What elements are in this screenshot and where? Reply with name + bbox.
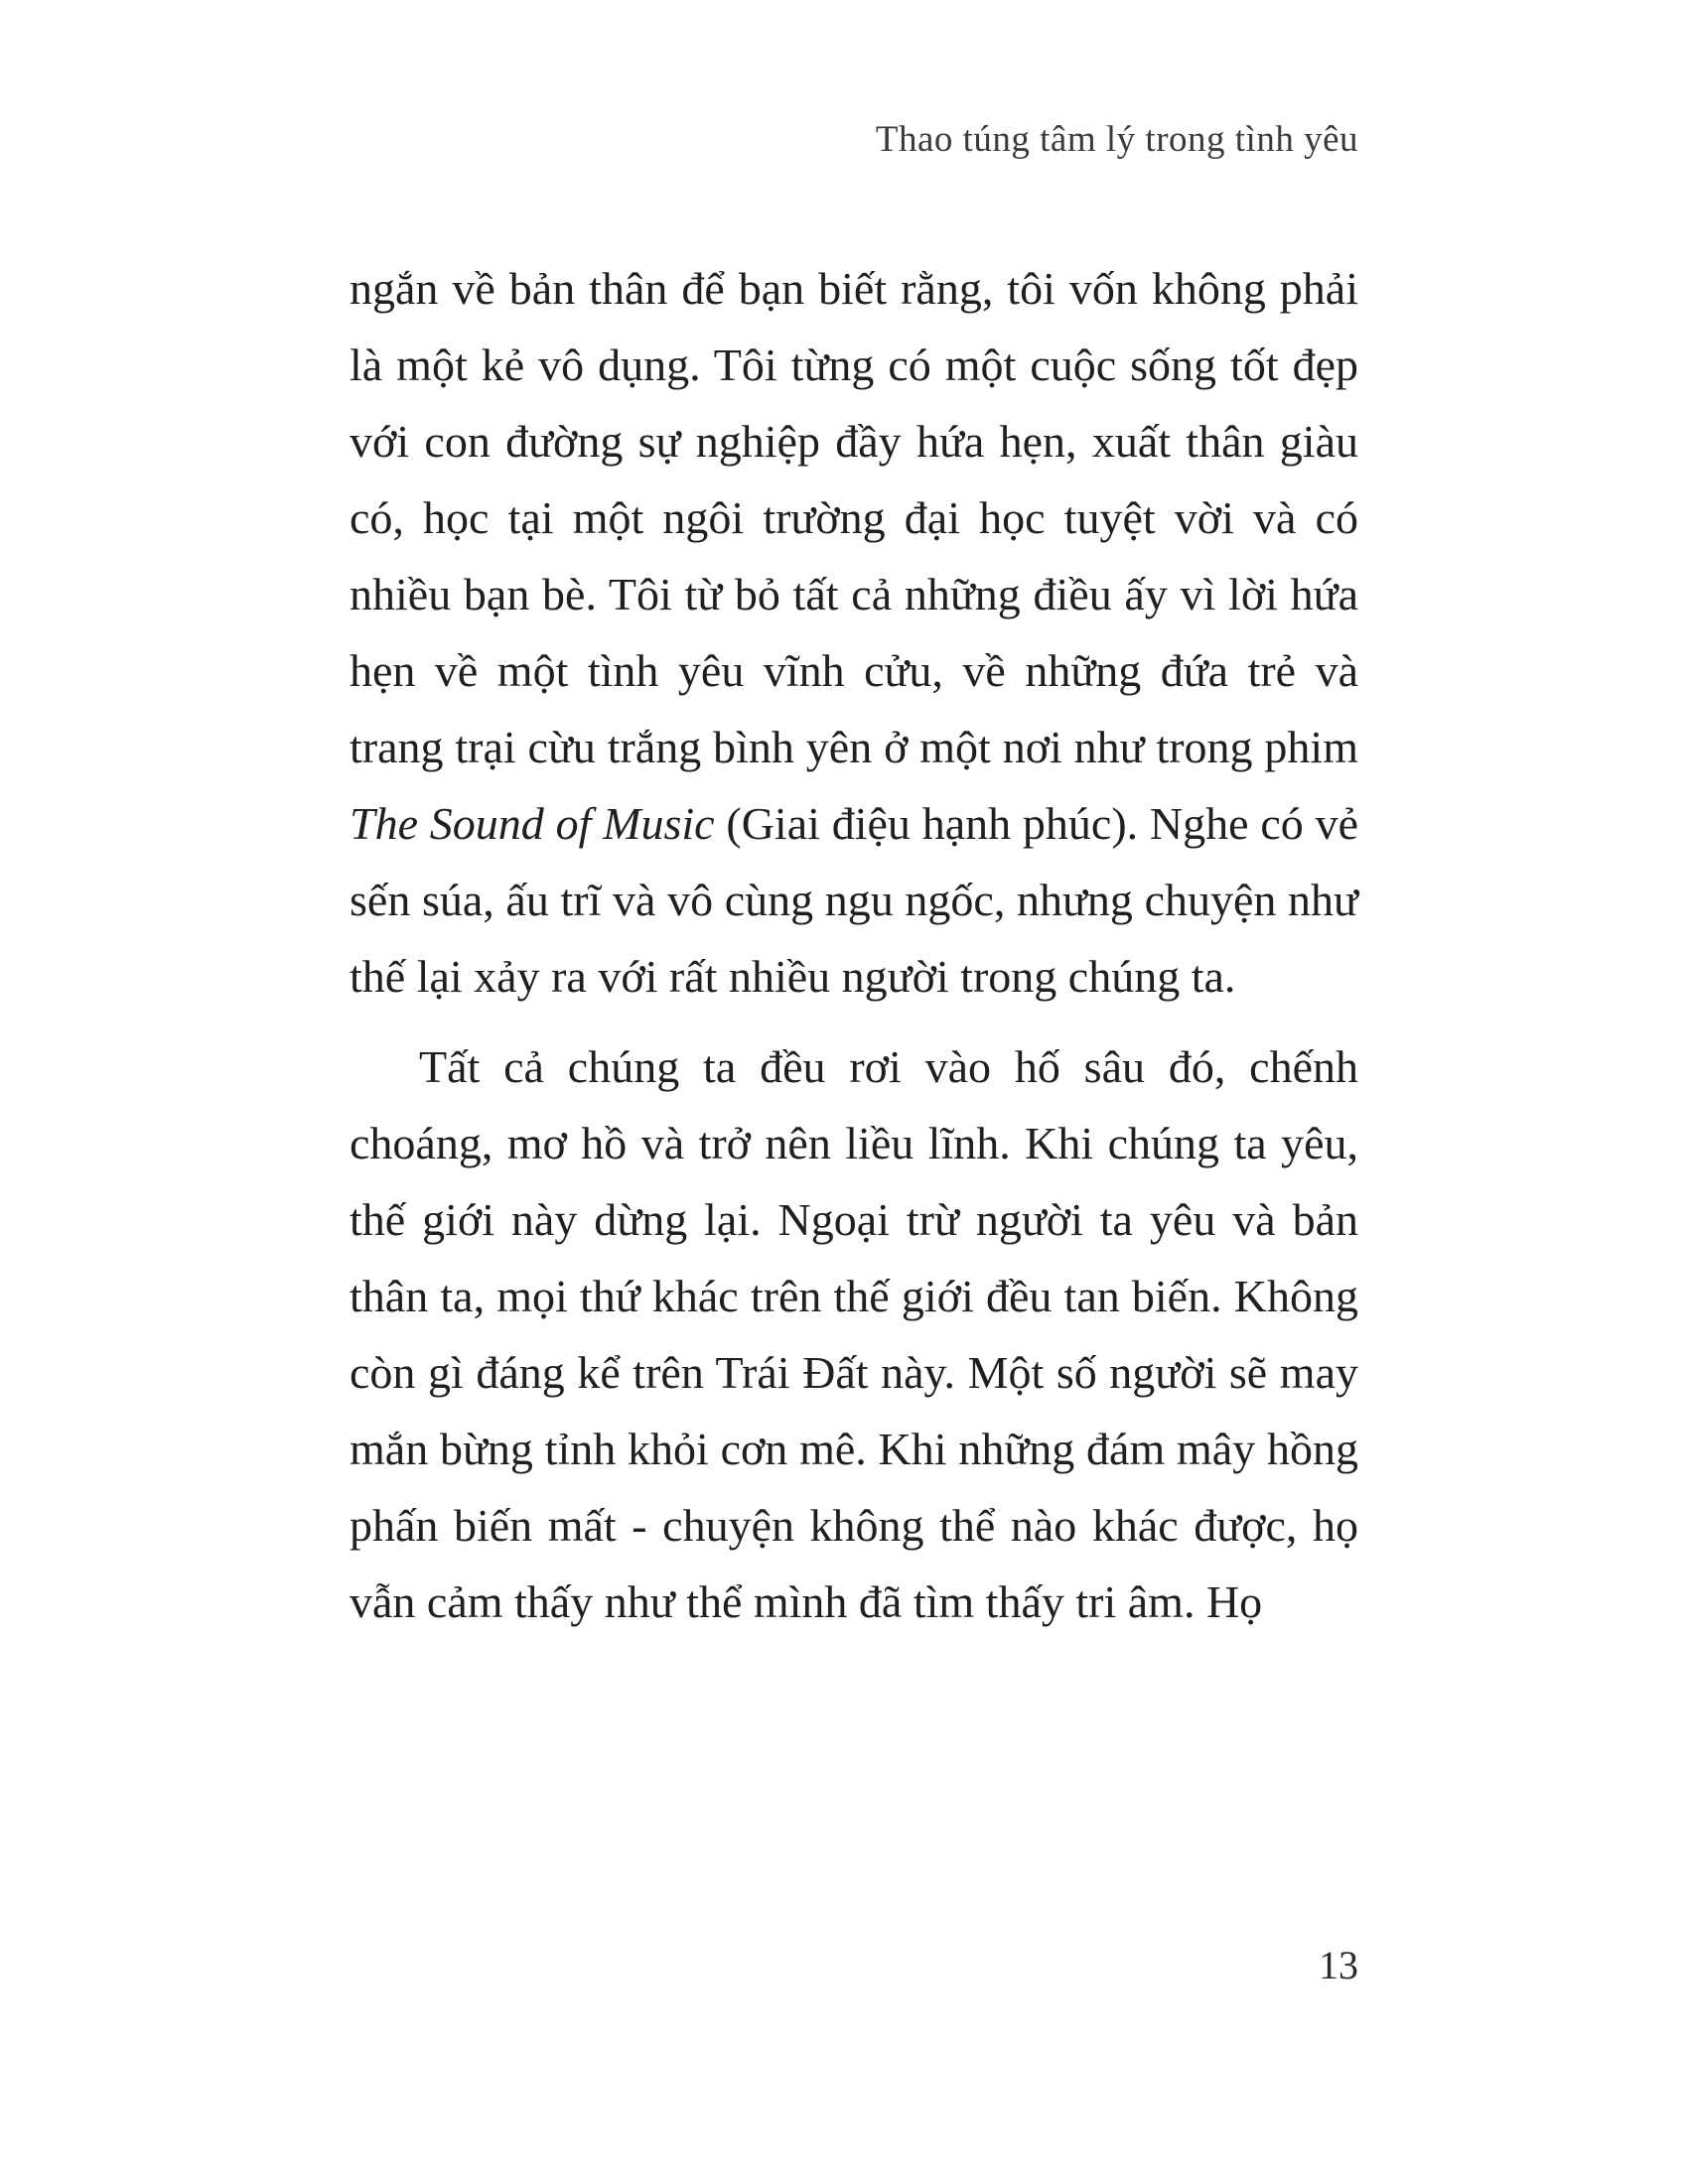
paragraph-text: ngắn về bản thân để bạn biết rằng, tôi vốn không phải là một kẻ vô dụng. Tôi từng có một cuộc sống tốt đẹp với con đường sự nghiệp đầy hứa hẹn, xuất thân giàu có, học tại một ngôi trường đại học tuyệt vời và có nhiều bạn bè. Tôi từ bỏ tất cả những điều ấy vì lời hứa hẹn về một tình yêu vĩnh cửu, về những đứa trẻ và trang trại cừu trắng bình yên ở một nơi như trong phim — [350, 263, 1358, 772]
body-text — [350, 250, 1358, 1640]
paragraph — [350, 250, 1358, 1015]
text-block — [350, 0, 1358, 1640]
book-title-italic: The Sound of Music — [350, 798, 715, 849]
page-number: 13 — [1319, 1943, 1358, 1987]
running-header: Thao túng tâm lý trong tình yêu — [875, 119, 1358, 160]
paragraph: Tất cả chúng ta đều rơi vào hố sâu đó, chếnh choáng, mơ hồ và trở nên liều lĩnh. Khi chúng ta yêu, thế giới này dừng lại. Ngoại trừ người ta yêu và bản thân ta, mọi thứ khác trên thế giới đều tan biến. Không còn gì đáng kể trên Trái Đất này. Một số người sẽ may mắn bừng tỉnh khỏi cơn mê. Khi những đám mây hồng phấn biến mất - chuyện không thể nào khác được, họ vẫn cảm thấy như thể mình đã tìm thấy tri âm. Họ — [350, 1041, 1358, 1627]
paragraph-text: (Giai điệu hạnh phúc). Nghe có vẻ sến súa, ấu trĩ và vô cùng ngu ngốc, nhưng chuyện như thế lại xảy ra với rất nhiều người trong chúng ta. — [350, 798, 1358, 1002]
